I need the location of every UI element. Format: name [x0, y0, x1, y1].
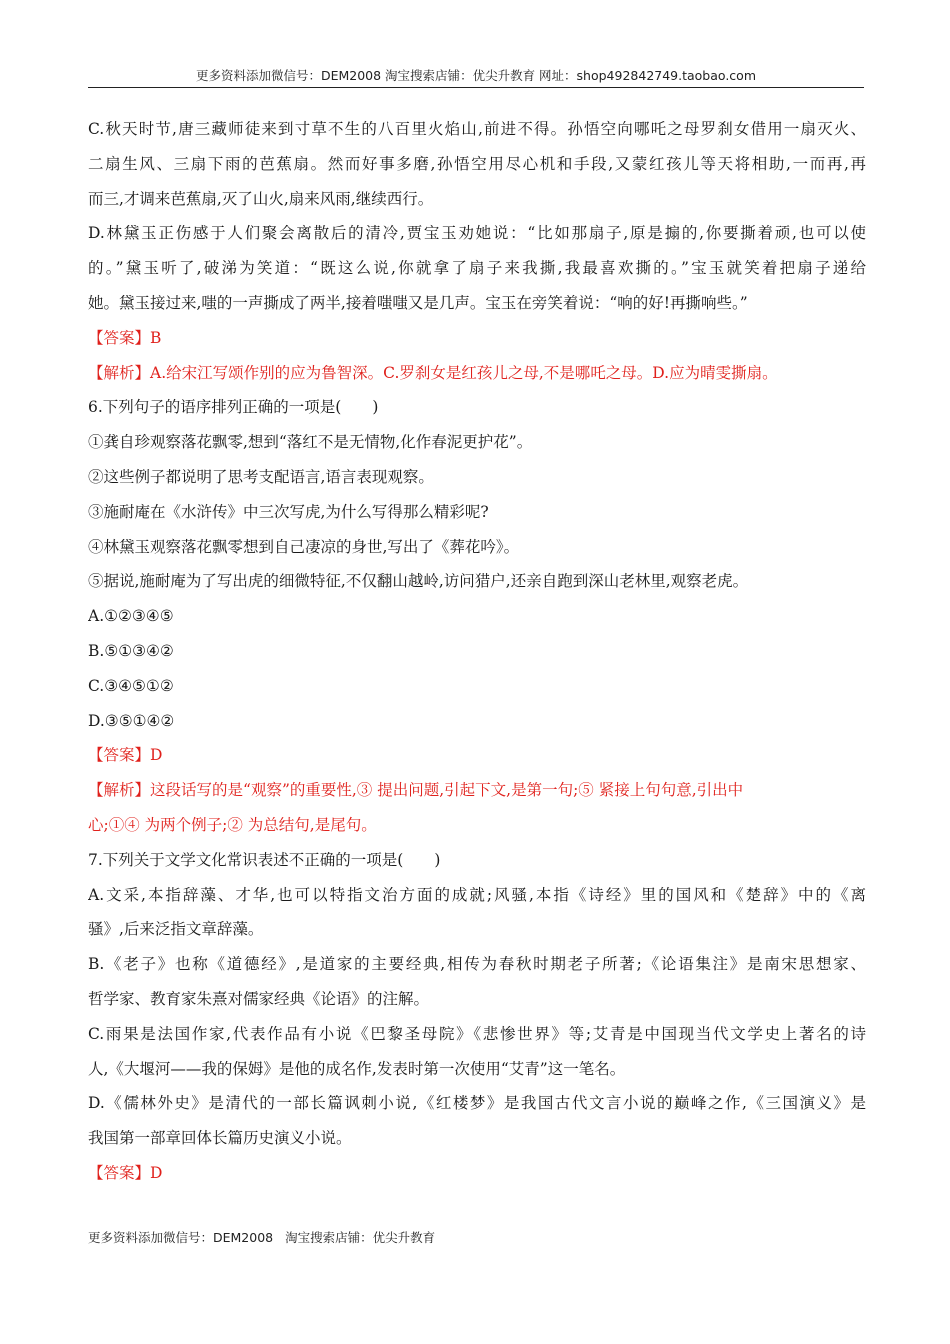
q6-analysis-line-2: 心;①④ 为两个例子;② 为总结句,是尾句。	[88, 815, 377, 834]
q7-option-d-line-2: 我国第一部章回体长篇历史演义小说。	[88, 1129, 352, 1148]
document-body	[88, 112, 866, 1191]
q7-option-d-line-1: D.《儒林外史》是清代的一部长篇讽刺小说,《红楼梦》是我国古代文言小说的巅峰之作,《三国演义》是	[88, 1094, 866, 1113]
q7-answer-value: D	[150, 1163, 163, 1182]
q6-sentence-1: ①龚自珍观察落花飘零,想到“落红不是无情物,化作春泥更护花”。	[88, 433, 533, 452]
footer-shop: 淘宝搜索店铺：优尖升教育	[285, 1230, 436, 1245]
header-divider	[88, 87, 864, 88]
q7-option-a-line-2: 骚》,后来泛指文章辞藻。	[88, 920, 264, 939]
q6-analysis-text-1: 这段话写的是“观察”的重要性,③ 提出问题,引起下文,是第一句;⑤ 紧接上句句意,引出中	[150, 781, 744, 800]
q6-option-a: A.①②③④⑤	[88, 607, 174, 626]
q5-answer-tag: 【答案】	[88, 328, 151, 347]
q7-answer	[88, 1156, 866, 1191]
q5-analysis-tag: 【解析】	[88, 363, 151, 382]
q6-answer-value: D	[150, 746, 163, 765]
q6-answer	[88, 738, 866, 773]
q7-option-c-line-2: 人,《大堰河——我的保姆》是他的成名作,发表时第一次使用“艾青”这一笔名。	[88, 1059, 626, 1078]
q5-option-c-line-3: 而三,才调来芭蕉扇,灭了山火,扇来风雨,继续西行。	[88, 189, 434, 208]
q6-option-b: B.⑤①③④②	[88, 641, 174, 660]
q5-answer	[88, 321, 866, 356]
q7-answer-tag: 【答案】	[88, 1163, 151, 1182]
q6-analysis-line-1	[88, 773, 866, 808]
q5-option-c-line-2: 二扇生风、三扇下雨的芭蕉扇。然而好事多磨,孙悟空用尽心机和手段,又蒙红孩儿等天将相助,一而再,再	[88, 154, 866, 173]
q6-question: 6.下列句子的语序排列正确的一项是( )	[88, 398, 379, 417]
footer-wechat: 更多资料添加微信号：DEM2008	[88, 1230, 274, 1245]
q6-answer-tag: 【答案】	[88, 746, 151, 765]
q6-sentence-5: ⑤据说,施耐庵为了写出虎的细微特征,不仅翻山越岭,访问猎户,还亲自跑到深山老林里,观察老虎。	[88, 572, 749, 591]
q7-option-a-line-1: A.文采,本指辞藻、才华,也可以特指文治方面的成就;风骚,本指《诗经》里的国风和《楚辞》中的《离	[88, 885, 866, 904]
q6-sentence-2: ②这些例子都说明了思考支配语言,语言表现观察。	[88, 467, 434, 486]
q6-sentence-4: ④林黛玉观察落花飘零想到自己凄凉的身世,写出了《葬花吟》。	[88, 537, 520, 556]
q7-option-c-line-1: C.雨果是法国作家,代表作品有小说《巴黎圣母院》《悲惨世界》等;艾青是中国现当代文学史上著名的诗	[88, 1024, 866, 1043]
q5-option-d-line-2: 的。”黛玉听了,破涕为笑道：“既这么说,你就拿了扇子来我撕,我最喜欢撕的。”宝玉就笑着把扇子递给	[88, 259, 866, 278]
q6-option-c: C.③④⑤①②	[88, 676, 174, 695]
q6-option-d: D.③⑤①④②	[88, 711, 175, 730]
q6-sentence-3: ③施耐庵在《水浒传》中三次写虎,为什么写得那么精彩呢?	[88, 502, 489, 521]
page-header: 更多资料添加微信号：DEM2008 淘宝搜索店铺：优尖升教育 网址：shop492842749.taobao.com	[195, 68, 757, 83]
q5-option-d-line-3: 她。黛玉接过来,嗤的一声撕成了两半,接着嗤嗤又是几声。宝玉在旁笑着说：“响的好!再撕响些。”	[88, 293, 748, 312]
page-footer	[88, 1228, 435, 1246]
q5-analysis	[88, 356, 866, 391]
q5-option-d-line-1: D.林黛玉正伤感于人们聚会离散后的清冷,贾宝玉劝她说：“比如那扇子,原是搧的,你要撕着顽,也可以使	[88, 224, 866, 243]
q5-answer-value: B	[150, 328, 162, 347]
q5-option-c-line-1: C.秋天时节,唐三藏师徒来到寸草不生的八百里火焰山,前进不得。孙悟空向哪吒之母罗刹女借用一扇灭火、	[88, 120, 866, 138]
q6-analysis-tag: 【解析】	[88, 781, 151, 800]
q5-analysis-text: A.给宋江写颂作别的应为鲁智深。C.罗刹女是红孩儿之母,不是哪吒之母。D.应为晴雯撕扇。	[150, 363, 778, 382]
q7-option-b-line-1: B.《老子》也称《道德经》,是道家的主要经典,相传为春秋时期老子所著;《论语集注》是南宋思想家、	[88, 955, 866, 974]
q7-question: 7.下列关于文学文化常识表述不正确的一项是( )	[88, 850, 441, 869]
q7-option-b-line-2: 哲学家、教育家朱熹对儒家经典《论语》的注解。	[88, 989, 430, 1008]
